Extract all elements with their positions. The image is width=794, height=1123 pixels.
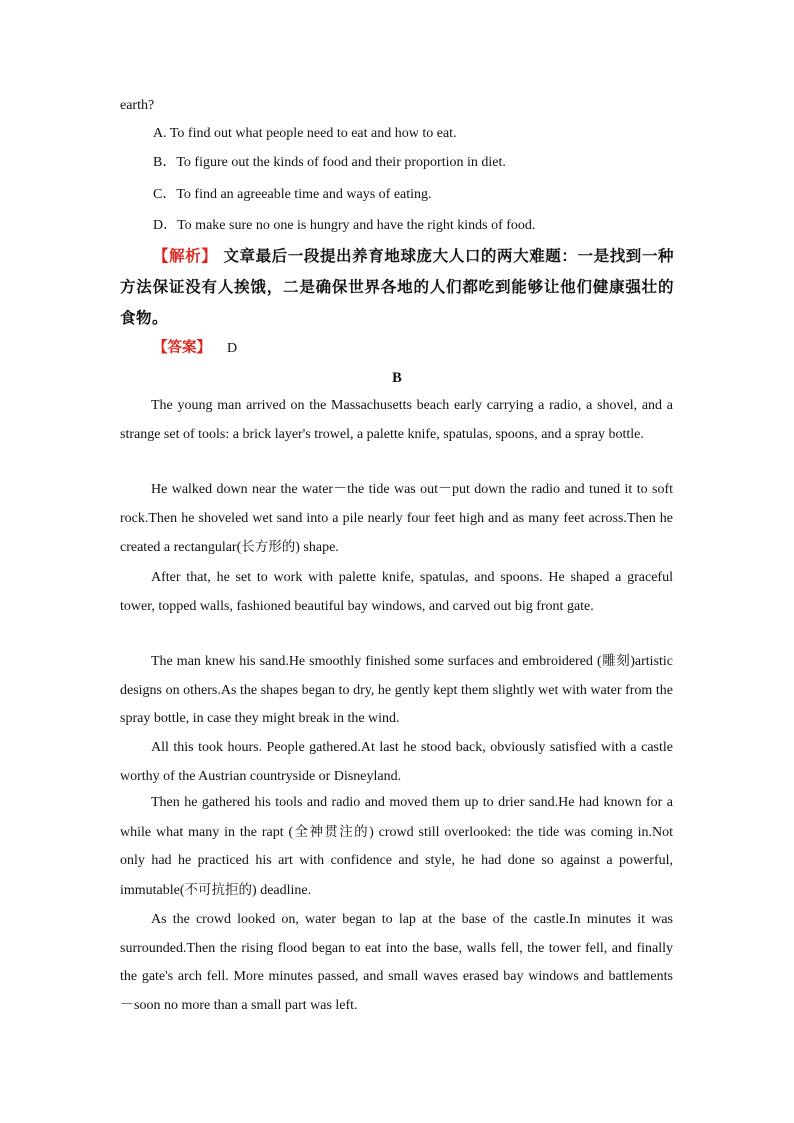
analysis-label: 【解析】 — [153, 247, 218, 265]
paragraph-text: The man knew his sand.He smoothly finished some surfaces and embroidered ( — [151, 654, 602, 669]
passage-paragraph-6 — [120, 789, 673, 905]
chinese-gloss: 不可抗拒的 — [184, 881, 253, 898]
analysis-text: 文章最后一段提出养育地球庞大人口的两大难题：一是找到一种方法保证没有人挨饿，二是确保世界各地的人们都吃到能够让他们健康强壮的食物。 — [120, 247, 674, 327]
answer-label: 【答案】 — [153, 340, 211, 356]
option-c: C．To find an agreeable time and ways of eating. — [153, 187, 432, 202]
passage-paragraph-5: All this took hours. People gathered.At last he stood back, obviously satisfied with a castle worthy of the Austrian countryside or Disneyland. — [120, 740, 673, 784]
option-b: B．To figure out the kinds of food and their proportion in diet. — [153, 155, 506, 170]
paragraph-text: ) crowd still overlooked: the tide was coming in.Not only had he practiced his art with confidence and style, he had done so against a powerful, immutable( — [120, 824, 674, 898]
passage-paragraph-1: The young man arrived on the Massachusetts beach early carrying a radio, a shovel, and a strange set of tools: a brick layer's trowel, a palette knife, spatulas, spoons, and a spray bottle. — [120, 398, 673, 442]
section-heading: B — [392, 370, 402, 386]
option-d: D．To make sure no one is hungry and have the right kinds of food. — [153, 218, 536, 233]
passage-paragraph-4 — [120, 647, 673, 734]
option-a: A. To find out what people need to eat and how to eat. — [153, 126, 457, 141]
chinese-gloss: 全神贯注的 — [293, 823, 370, 840]
paragraph-text: ) deadline. — [252, 882, 312, 898]
question-stem-tail: earth? — [120, 98, 155, 113]
chinese-gloss: 长方形的 — [241, 539, 296, 555]
passage-paragraph-2 — [120, 476, 673, 563]
paragraph-text: He walked down near the water－the tide was out－put down the radio and tuned it to soft rock.Then he shoveled wet sand into a pile nearly four feet high and as many feet across.Then he created a rectangular( — [120, 482, 673, 555]
passage-paragraph-7: As the crowd looked on, water began to lap at the base of the castle.In minutes it was surrounded.Then the rising flood began to eat into the base, walls fell, the tower fell, and finally the gate's arch fell. More minutes passed, and small waves erased bay windows and battlements －soon no more than a small part was left. — [120, 912, 673, 1013]
paragraph-text: ) shape. — [295, 540, 339, 555]
paragraph-text: )artistic designs on others.As the shapes began to dry, he gently kept them slightly wet with water from the spray bottle, in case they might break in the wind. — [120, 654, 674, 726]
answer-value: D — [227, 341, 238, 356]
analysis-block — [120, 241, 674, 334]
paragraph-text: Then he gathered his tools and radio and moved them up to drier sand.He had known for a while what many in the rapt ( — [120, 795, 673, 840]
answer-block — [153, 338, 237, 359]
passage-paragraph-3: After that, he set to work with palette knife, spatulas, and spoons. He shaped a graceful tower, topped walls, fashioned beautiful bay windows, and carved out big front gate. — [120, 570, 673, 614]
chinese-gloss: 雕刻 — [601, 653, 631, 669]
